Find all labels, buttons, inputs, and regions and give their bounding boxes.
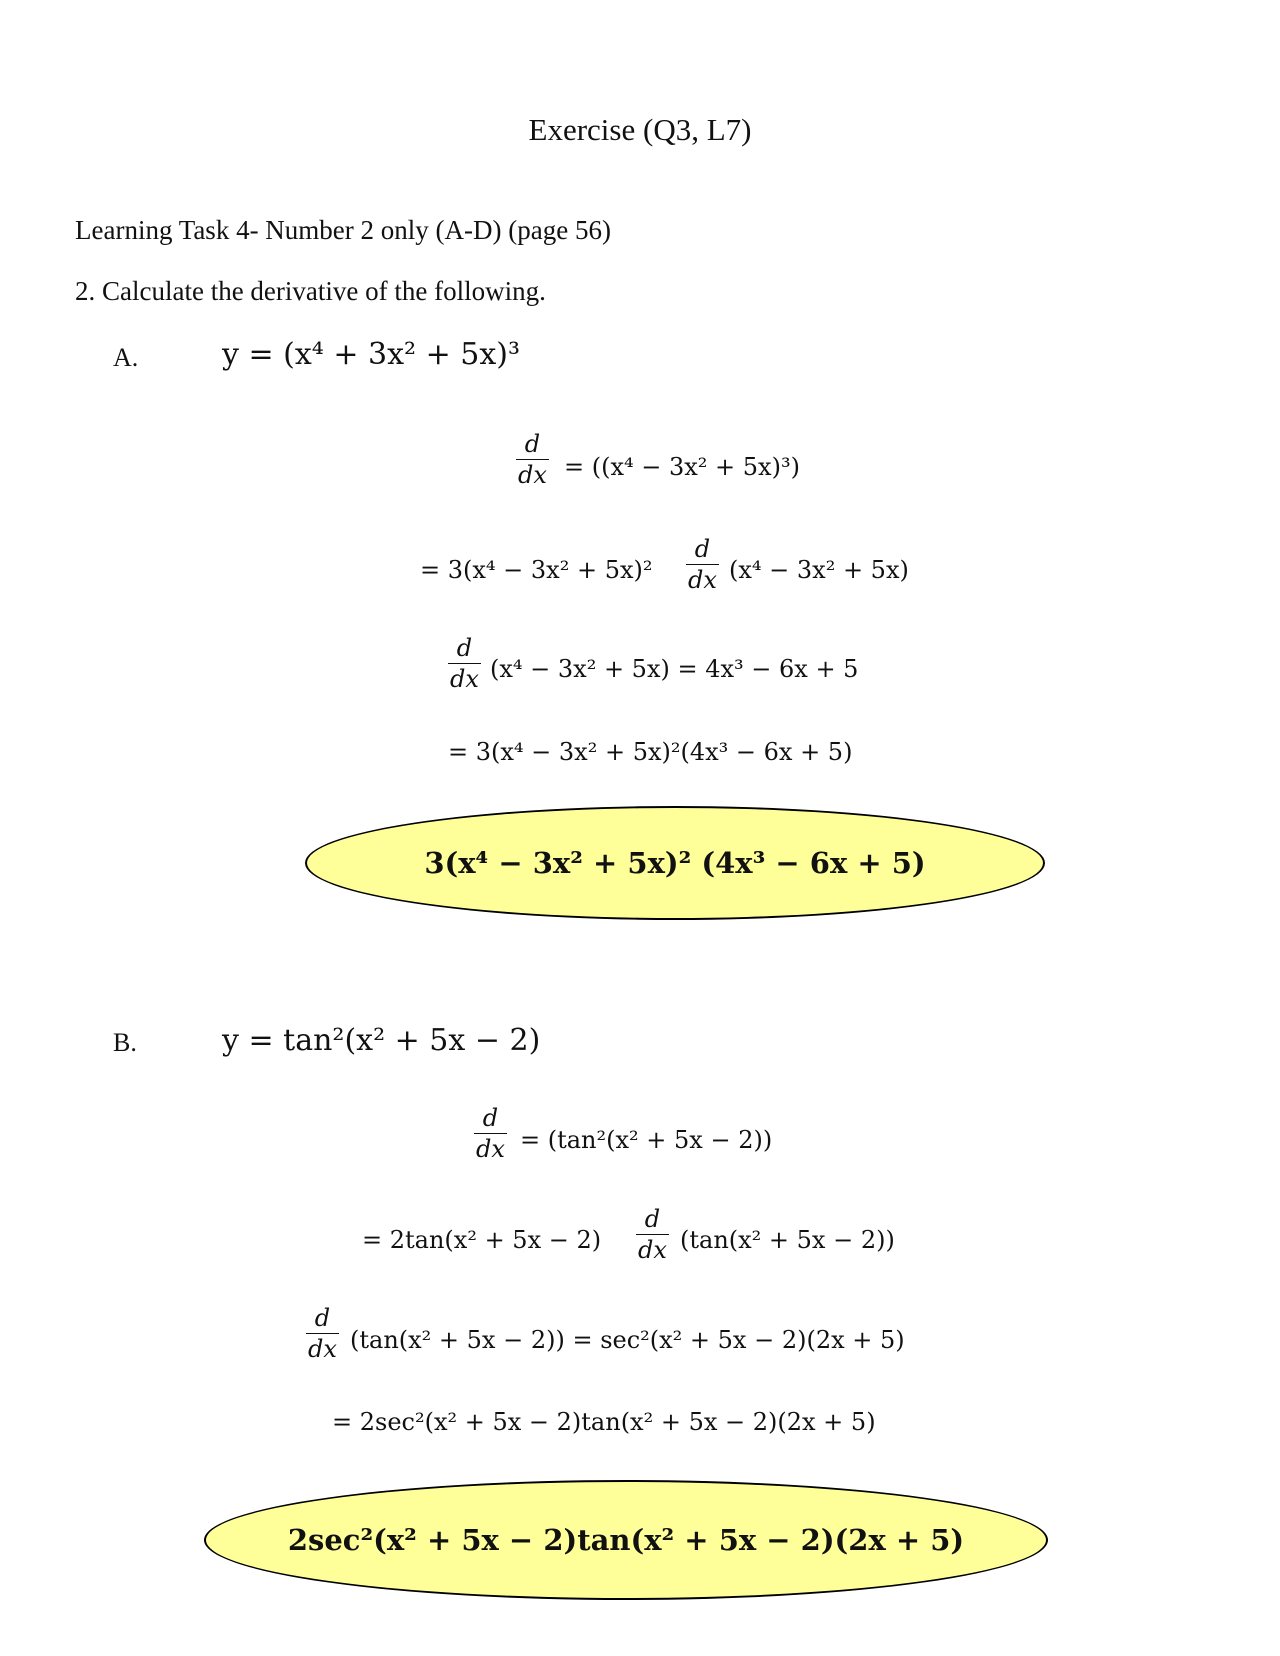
part-b-answer: 2sec²(x² + 5x − 2)tan(x² + 5x − 2)(2x + 5) bbox=[287, 1523, 965, 1557]
fraction-numerator: d bbox=[644, 1205, 661, 1233]
part-b-step2-left: = 2tan(x² + 5x − 2) bbox=[362, 1226, 602, 1254]
fraction-numerator: d bbox=[456, 634, 473, 662]
part-a-step3-fraction bbox=[448, 636, 481, 691]
part-b-step3-fraction bbox=[306, 1306, 339, 1361]
part-a-answer-highlight bbox=[305, 806, 1045, 920]
part-a-step3: (x⁴ − 3x² + 5x) = 4x³ − 6x + 5 bbox=[490, 655, 859, 683]
fraction-numerator: d bbox=[694, 535, 711, 563]
part-a-step4: = 3(x⁴ − 3x² + 5x)²(4x³ − 6x + 5) bbox=[448, 738, 853, 766]
fraction-numerator: d bbox=[314, 1304, 331, 1332]
part-b-label: B. bbox=[113, 1028, 137, 1057]
fraction-numerator: d bbox=[524, 430, 541, 458]
fraction-numerator: d bbox=[482, 1104, 499, 1132]
part-a-step2-fraction bbox=[686, 537, 719, 592]
fraction-denominator: dx bbox=[308, 1335, 337, 1363]
part-a-answer: 3(x⁴ − 3x² + 5x)² (4x³ − 6x + 5) bbox=[424, 846, 926, 880]
fraction-denominator: dx bbox=[638, 1236, 667, 1264]
part-b-given: y = tan²(x² + 5x − 2) bbox=[222, 1023, 541, 1058]
part-a-given: y = (x⁴ + 3x² + 5x)³ bbox=[222, 337, 520, 372]
part-b-step3: (tan(x² + 5x − 2)) = sec²(x² + 5x − 2)(2x + 5) bbox=[350, 1326, 905, 1354]
fraction-denominator: dx bbox=[688, 566, 717, 594]
page-title: Exercise (Q3, L7) bbox=[528, 112, 752, 147]
part-a-step1-fraction bbox=[516, 432, 549, 487]
part-b-answer-highlight bbox=[204, 1480, 1048, 1600]
part-a-step1: = ((x⁴ − 3x² + 5x)³) bbox=[564, 453, 800, 481]
part-b-step2-right: (tan(x² + 5x − 2)) bbox=[680, 1226, 895, 1254]
task-reference: Learning Task 4- Number 2 only (A-D) (page 56) bbox=[75, 215, 611, 245]
part-b-step1-fraction bbox=[474, 1106, 507, 1161]
part-a-step2-left: = 3(x⁴ − 3x² + 5x)² bbox=[420, 556, 653, 584]
fraction-denominator: dx bbox=[476, 1135, 505, 1163]
part-a-step2-right: (x⁴ − 3x² + 5x) bbox=[729, 556, 909, 584]
instruction: 2. Calculate the derivative of the following. bbox=[75, 276, 546, 306]
fraction-denominator: dx bbox=[518, 461, 547, 489]
part-b-step4: = 2sec²(x² + 5x − 2)tan(x² + 5x − 2)(2x + 5) bbox=[332, 1408, 876, 1436]
part-b-step2-fraction bbox=[636, 1207, 669, 1262]
fraction-denominator: dx bbox=[450, 665, 479, 693]
part-a-label: A. bbox=[113, 343, 139, 372]
part-b-step1: = (tan²(x² + 5x − 2)) bbox=[520, 1126, 773, 1154]
